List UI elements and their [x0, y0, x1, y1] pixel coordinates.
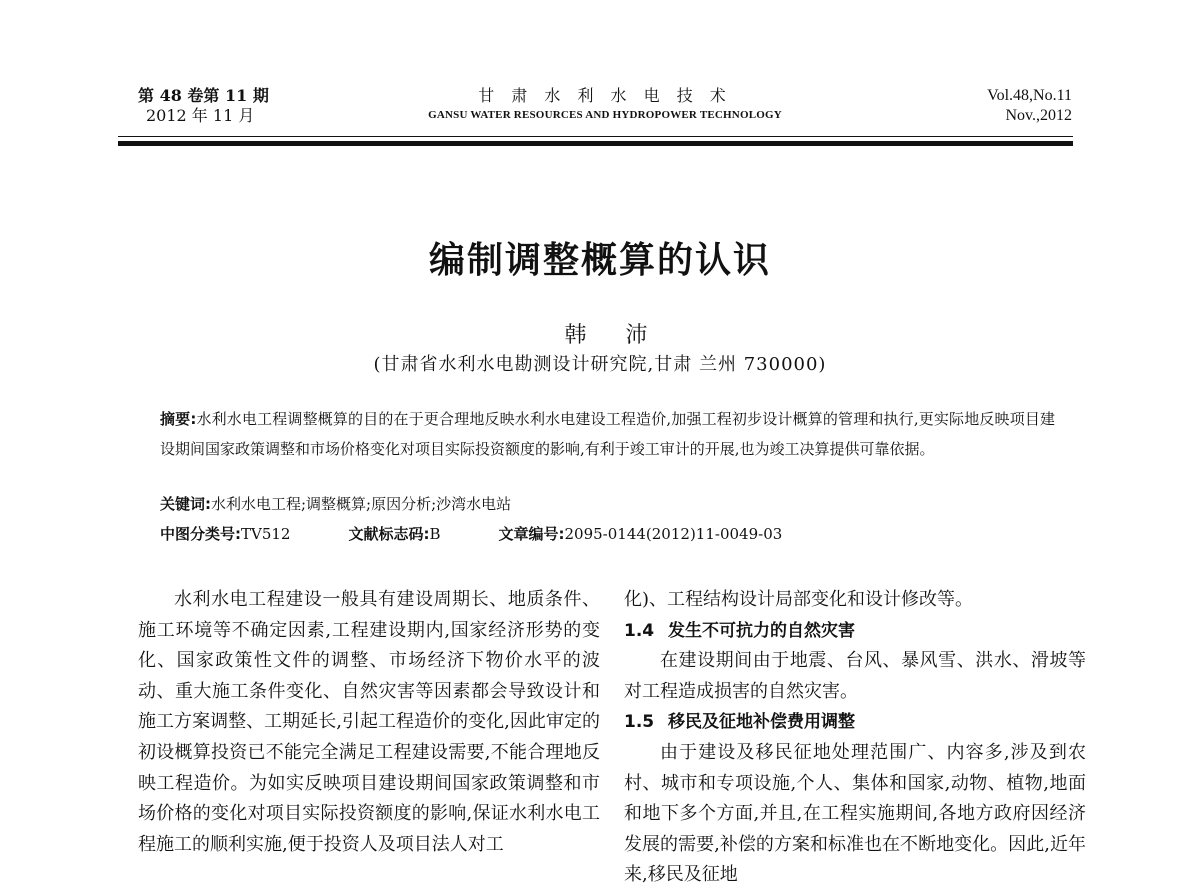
header-rule-thick — [118, 141, 1073, 146]
section-title: 发生不可抗力的自然灾害 — [668, 620, 855, 641]
document-code-value: B — [429, 525, 441, 543]
body-column-left — [138, 585, 600, 860]
body-column-right — [624, 585, 1086, 891]
abstract — [160, 404, 1055, 464]
article-number-label: 文章编号: — [498, 525, 565, 543]
section-number: 1.4 — [624, 620, 655, 641]
section-1-4-paragraph: 在建设期间由于地震、台风、暴风雪、洪水、滑坡等对工程造成损害的自然灾害。 — [624, 650, 1086, 702]
keywords-text: 水利水电工程;调整概算;原因分析;沙湾水电站 — [211, 495, 512, 513]
header-journal-name — [390, 86, 820, 124]
continuation-text: 化)、工程结构设计局部变化和设计修改等。 — [624, 589, 974, 610]
section-number: 1.5 — [624, 712, 655, 733]
abstract-label: 摘要: — [160, 410, 197, 428]
article-number-value: 2095-0144(2012)11-0049-03 — [564, 525, 783, 543]
author-affiliation: (甘肃省水利水电勘测设计研究院,甘肃 兰州 730000) — [373, 354, 827, 375]
section-title: 移民及征地补偿费用调整 — [668, 712, 855, 733]
document-code-label: 文献标志码: — [348, 525, 430, 543]
abstract-text: 水利水电工程调整概算的目的在于更合理地反映水利水电建设工程造价,加强工程初步设计概算的管理和执行,更实际地反映项目建设期间国家政策调整和市场价格变化对项目实际投资额度的影响,有利于竣工审计的开展,也为竣工决算提供可靠依据。 — [160, 410, 1056, 458]
article-title: 编制调整概算的认识 — [428, 239, 771, 281]
volume-issue-cn: 第 48 卷第 11 期 — [138, 86, 269, 105]
classification-row — [160, 519, 1055, 549]
clc-label: 中图分类号: — [160, 525, 241, 543]
header-volume-cn — [138, 86, 269, 126]
intro-paragraph: 水利水电工程建设一般具有建设周期长、地质条件、施工环境等不确定因素,工程建设期内,国家经济形势的变化、国家政策性文件的调整、市场经济下物价水平的波动、重大施工条件变化、自然灾害等因素都会导致设计和施工方案调整、工期延长,引起工程造价的变化,因此审定的初设概算投资已不能完全满足工程建设需要,不能合理地反映工程造价。为如实反映项目建设期间国家政策调整和市场价格的变化对项目实际投资额度的影响,保证水利水电工程施工的顺利实施,便于投资人及项目法人对工 — [138, 589, 600, 855]
journal-name-cn: 甘 肃 水 利 水 电 技 术 — [478, 86, 732, 105]
keywords-label: 关键词: — [160, 495, 211, 513]
section-heading-1-4 — [624, 616, 1086, 647]
article-metadata — [160, 489, 1055, 549]
publication-date-en: Nov.,2012 — [1005, 107, 1072, 124]
header-rule-thin — [118, 136, 1073, 137]
section-1-5-paragraph: 由于建设及移民征地处理范围广、内容多,涉及到农村、城市和专项设施,个人、集体和国家,动物、植物,地面和地下多个方面,并且,在工程实施期间,各地方政府因经济发展的需要,补偿的方案和标准也在不断地变化。因此,近年来,移民及征地 — [624, 741, 1086, 886]
volume-issue-en: Vol.48,No.11 — [987, 87, 1072, 104]
publication-date-cn: 2012 年 11 月 — [146, 106, 255, 125]
header-volume-en — [987, 86, 1072, 126]
article-number — [499, 519, 783, 549]
document-code — [348, 519, 440, 549]
journal-name-en: GANSU WATER RESOURCES AND HYDROPOWER TECHNOLOGY — [428, 109, 782, 121]
keywords-row — [160, 489, 1055, 519]
clc-number — [160, 519, 290, 549]
clc-value: TV512 — [241, 525, 291, 543]
section-heading-1-5 — [624, 707, 1086, 738]
article-author: 韩 沛 — [564, 323, 664, 348]
